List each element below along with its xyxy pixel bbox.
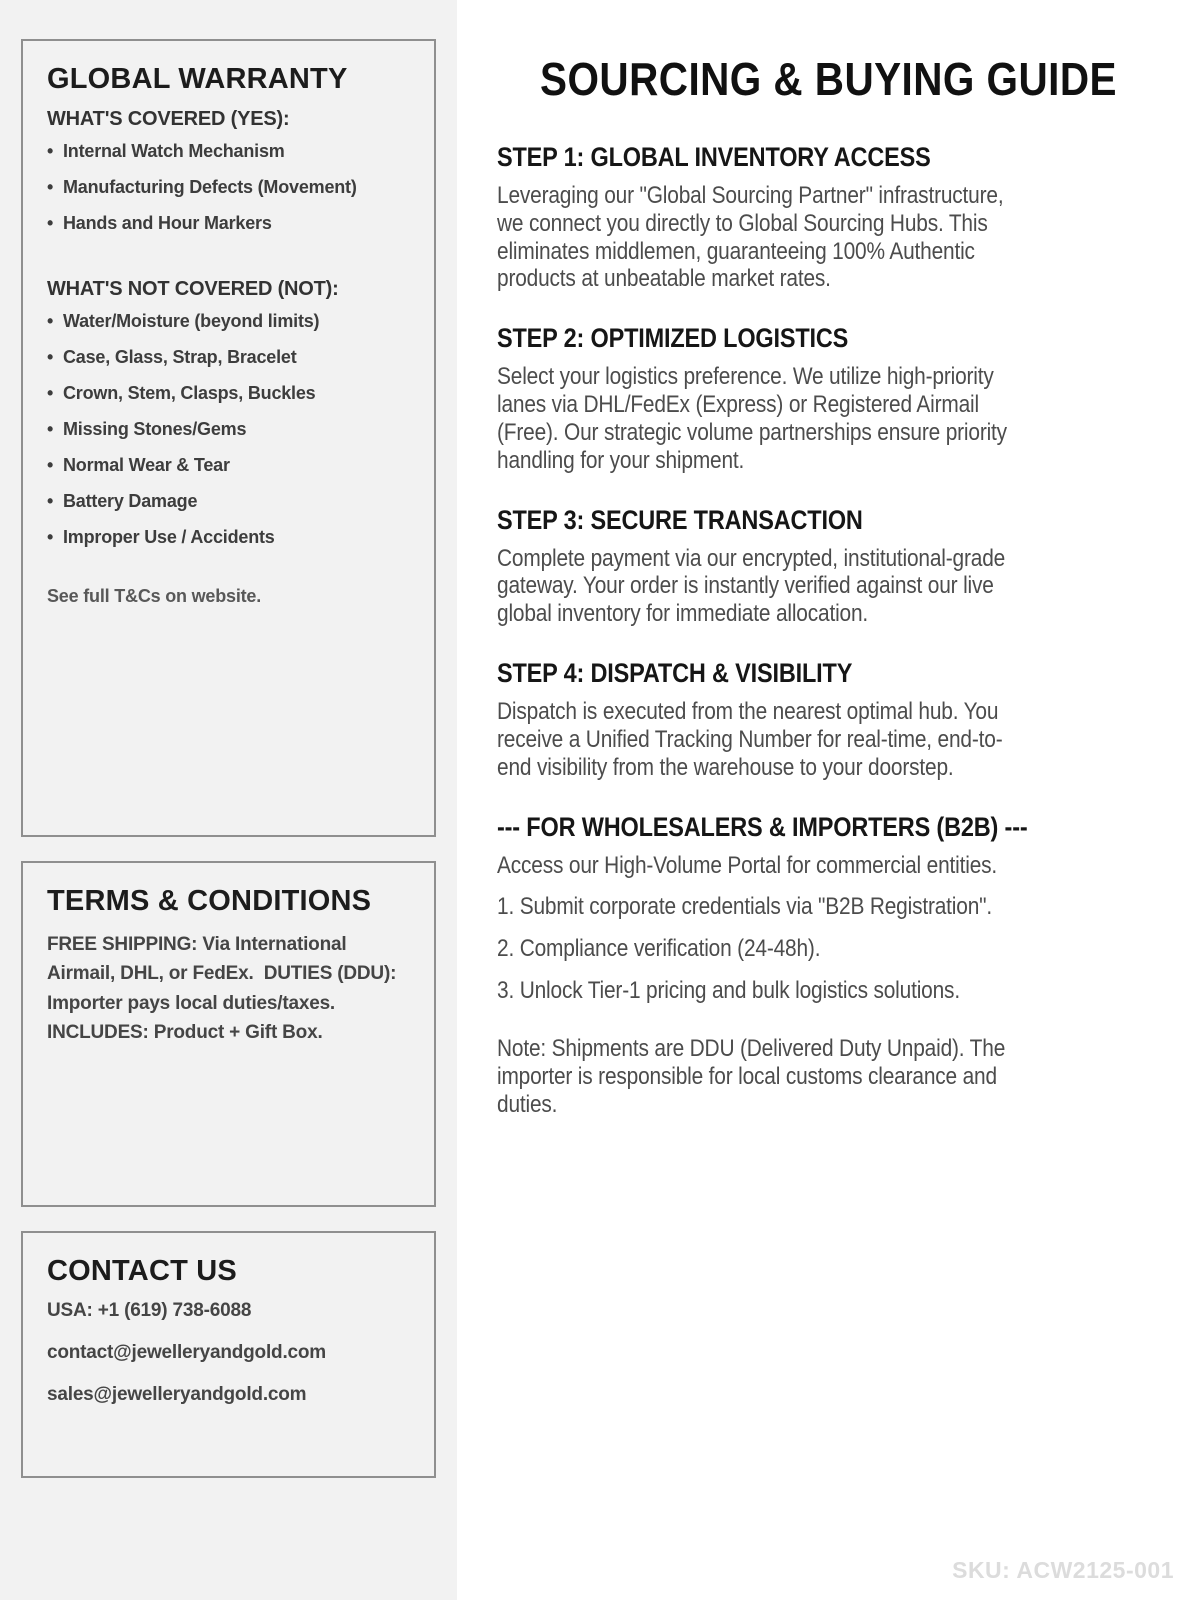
sku-label: SKU: ACW2125-001 (952, 1557, 1174, 1583)
not-covered-list (47, 311, 410, 548)
b2b-intro: Access our High-Volume Portal for commercial entities. (497, 851, 998, 879)
list-item: • Hands and Hour Markers (47, 213, 410, 234)
warranty-panel (21, 39, 436, 837)
step-4-section (497, 658, 1028, 781)
step-3-body: Complete payment via our encrypted, institutional-grade gateway. Your order is instantly verified against our live global inventory for immediate allocation. (497, 544, 1006, 628)
b2b-section (497, 812, 1028, 1119)
contact-email: contact@jewelleryandgold.com (47, 1342, 326, 1363)
step-2-body: Select your logistics preference. We utilize high-priority lanes via DHL/FedEx (Express) or Registered Airmail (Free). Our strategic volume partnerships ensure priority handling for your shipment. (497, 363, 1007, 474)
terms-body: FREE SHIPPING: Via International Airmail, DHL, or FedEx. DUTIES (DDU): Importer pays local duties/taxes. INCLUDES: Product + Gift Box. (47, 934, 402, 1044)
list-item: • Internal Watch Mechanism (47, 141, 410, 162)
list-item: • Improper Use / Accidents (47, 527, 410, 548)
list-item: • Missing Stones/Gems (47, 419, 410, 440)
contact-phone: USA: +1 (619) 738-6088 (47, 1300, 252, 1321)
step-4-heading: STEP 4: DISPATCH & VISIBILITY (497, 658, 853, 689)
covered-list (47, 141, 410, 234)
step-3-heading: STEP 3: SECURE TRANSACTION (497, 504, 863, 535)
b2b-note: Note: Shipments are DDU (Delivered Duty Unpaid). The importer is responsible for local customs clearance and duties. (497, 1034, 1006, 1118)
b2b-item-1: 1. Submit corporate credentials via "B2B Registration". (497, 893, 993, 921)
list-item: • Normal Wear & Tear (47, 455, 410, 476)
terms-title: TERMS & CONDITIONS (47, 885, 372, 917)
step-3-section (497, 505, 1028, 628)
step-2-section (497, 323, 1028, 474)
sourcing-guide (457, 0, 1200, 1600)
list-item: • Case, Glass, Strap, Bracelet (47, 347, 410, 368)
not-covered-heading: WHAT'S NOT COVERED (NOT): (47, 278, 339, 300)
step-1-body: Leveraging our "Global Sourcing Partner" infrastructure, we connect you directly to Global Sourcing Hubs. This eliminates middlemen, guaranteeing 100% Authentic products at unbeatable market rates. (497, 182, 1004, 293)
step-1-heading: STEP 1: GLOBAL INVENTORY ACCESS (497, 142, 931, 172)
step-1-section (497, 142, 1028, 293)
page-title: SOURCING & BUYING GUIDE (540, 53, 1117, 105)
sales-email: sales@jewelleryandgold.com (47, 1384, 307, 1405)
warranty-title: GLOBAL WARRANTY (47, 63, 348, 95)
sidebar (0, 0, 457, 1600)
contact-title: CONTACT US (47, 1255, 237, 1287)
step-4-body: Dispatch is executed from the nearest optimal hub. You receive a Unified Tracking Number for real-time, end-to-end visibility from the warehouse to your doorstep. (497, 698, 1003, 781)
list-item: • Battery Damage (47, 491, 410, 512)
step-2-heading: STEP 2: OPTIMIZED LOGISTICS (497, 323, 849, 354)
list-item: • Manufacturing Defects (Movement) (47, 177, 410, 198)
b2b-item-2: 2. Compliance verification (24-48h). (497, 935, 821, 963)
b2b-item-3: 3. Unlock Tier-1 pricing and bulk logistics solutions. (497, 977, 960, 1005)
list-item: • Crown, Stem, Clasps, Buckles (47, 383, 410, 404)
guide-content (497, 142, 1028, 1118)
terms-panel (21, 861, 436, 1207)
warranty-footnote: See full T&Cs on website. (47, 586, 262, 606)
covered-heading: WHAT'S COVERED (YES): (47, 108, 290, 130)
contact-panel (21, 1231, 436, 1478)
b2b-heading: --- FOR WHOLESALERS & IMPORTERS (B2B) --- (497, 811, 1028, 842)
list-item: • Water/Moisture (beyond limits) (47, 311, 410, 332)
